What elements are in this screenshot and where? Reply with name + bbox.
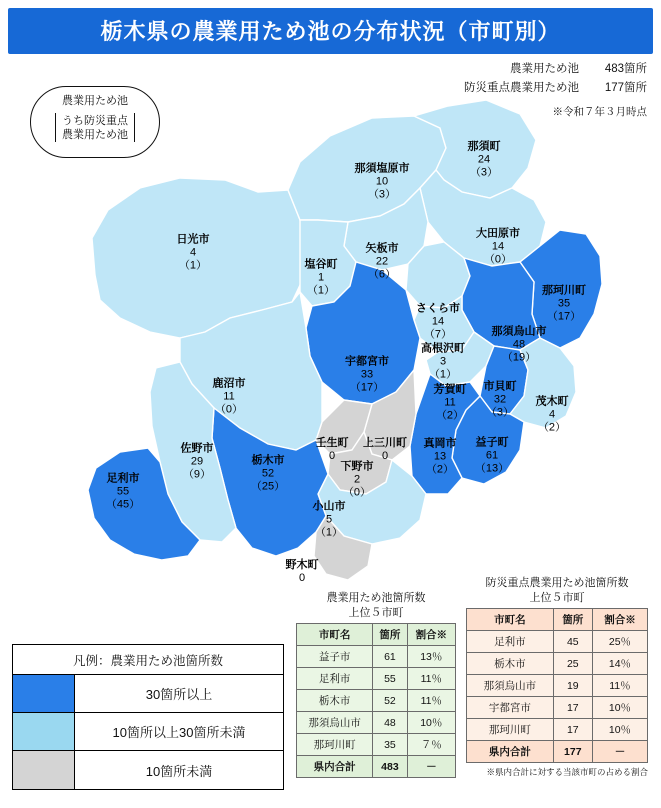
label-total: 48 (512, 338, 526, 351)
as-of-note: ※令和７年３月時点 (552, 105, 647, 118)
table-row (297, 690, 456, 712)
label-total: 29 (190, 455, 204, 468)
rank-total-title-line2: 上位５市町 (348, 606, 404, 619)
table-row (297, 646, 456, 668)
cell-total-count: 483 (373, 756, 407, 778)
col-name: 市町名 (467, 609, 554, 631)
cell-share: 10％ (592, 697, 647, 719)
label-priority: （1） (314, 526, 344, 539)
cell-count: 48 (373, 712, 407, 734)
label-name: 高根沢町 (421, 342, 465, 355)
cell-name: 栃木市 (297, 690, 373, 712)
cell-count: 17 (553, 719, 592, 741)
label-total: 55 (116, 485, 130, 498)
label-name: 茂木町 (535, 395, 569, 408)
label-name: 野木町 (285, 559, 319, 572)
label-priority: （0） (483, 253, 513, 266)
cell-total-share: － (592, 741, 647, 763)
key-line-priority-1: うち防災重点 (62, 114, 128, 127)
label-priority: （0） (342, 486, 372, 499)
label-total: 11 (223, 390, 235, 403)
cell-name: 益子市 (297, 646, 373, 668)
label-priority: （3） (485, 406, 515, 419)
label-total: 33 (360, 368, 374, 381)
label-name: 那珂川町 (542, 284, 586, 297)
cell-count: 45 (553, 631, 592, 653)
label-name: 栃木市 (251, 454, 285, 467)
table-header-row (467, 609, 648, 631)
col-count: 箇所 (373, 624, 407, 646)
table-row (297, 668, 456, 690)
table-row (297, 712, 456, 734)
col-name: 市町名 (297, 624, 373, 646)
label-name: 佐野市 (180, 442, 214, 455)
rank-table-priority (466, 576, 648, 778)
label-priority: （3） (367, 188, 397, 201)
cell-count: 55 (373, 668, 407, 690)
legend-swatch-low (13, 751, 75, 789)
cell-name: 足利市 (467, 631, 554, 653)
label-total: 22 (375, 255, 389, 268)
label-name: さくら市 (416, 302, 460, 315)
label-total: 24 (477, 153, 491, 166)
key-line-total: 農業用ため池 (62, 95, 128, 107)
label-priority: （45） (105, 498, 141, 511)
table-row (467, 653, 648, 675)
table-row (297, 734, 456, 756)
col-count: 箇所 (553, 609, 592, 631)
rank-total-title (296, 591, 456, 620)
label-priority: （3） (469, 166, 499, 179)
key-line-priority-2: 農業用ため池 (62, 129, 128, 142)
cell-name: 那珂川町 (467, 719, 554, 741)
label-total: 4 (189, 246, 197, 259)
label-total: 11 (444, 396, 456, 409)
cell-share: 10％ (407, 712, 455, 734)
table-row (467, 719, 648, 741)
label-name: 真岡市 (423, 437, 457, 450)
cell-share: 11％ (407, 690, 455, 712)
rank-table-total (296, 591, 456, 778)
label-priority: （1） (428, 368, 458, 381)
table-row (467, 697, 648, 719)
label-priority: （17） (349, 381, 385, 394)
cell-share: 10％ (592, 719, 647, 741)
label-name: 那須町 (467, 140, 501, 153)
label-total: 61 (485, 449, 499, 462)
share-footnote: ※県内合計に対する当該市町の占める割合 (486, 767, 648, 777)
label-name: 小山市 (312, 500, 346, 513)
cell-share: 13％ (407, 646, 455, 668)
label-total: 32 (493, 393, 507, 406)
map-legend (12, 644, 284, 790)
label-priority: （9） (182, 468, 212, 481)
prefecture-map (0, 70, 661, 590)
label-name: 那須塩原市 (354, 162, 410, 175)
cell-total-name: 県内合計 (467, 741, 554, 763)
legend-label-high: 30箇所以上 (145, 687, 213, 702)
rank-priority-title-line2: 上位５市町 (529, 591, 585, 604)
cell-share: ７％ (407, 734, 455, 756)
label-total: 13 (433, 450, 447, 463)
table-total-row (297, 756, 456, 778)
label-name: 市貝町 (483, 380, 517, 393)
label-priority: （25） (250, 480, 286, 493)
label-priority: （1） (178, 259, 208, 272)
cell-share: 25％ (592, 631, 647, 653)
label-name: 壬生町 (315, 437, 349, 450)
total-value: 483箇所 (604, 63, 647, 75)
label-name: 大田原市 (476, 227, 520, 240)
cell-total-count: 177 (553, 741, 592, 763)
page-title: 栃木県の農業用ため池の分布状況（市町別） (8, 8, 653, 54)
label-name: 那須烏山市 (491, 325, 547, 338)
legend-swatch-high (13, 675, 75, 712)
cell-name: 那須烏山市 (297, 712, 373, 734)
label-priority: （13） (474, 462, 510, 475)
cell-name: 那珂川町 (297, 734, 373, 756)
label-total: 4 (548, 408, 556, 421)
table-total-row (467, 741, 648, 763)
label-name: 上三川町 (363, 437, 407, 450)
label-name: 日光市 (176, 233, 210, 246)
label-name: 益子町 (475, 436, 509, 449)
cell-total-share: － (407, 756, 455, 778)
total-value: 177箇所 (604, 81, 647, 94)
label-priority: （2） (435, 409, 465, 422)
cell-total-name: 県内合計 (297, 756, 373, 778)
table-row (467, 675, 648, 697)
label-priority: （1） (306, 284, 336, 297)
label-total: 14 (431, 315, 445, 328)
cell-count: 17 (553, 697, 592, 719)
label-total: 5 (325, 513, 333, 526)
col-share: 割合※ (407, 624, 455, 646)
label-total: 0 (298, 572, 306, 584)
label-name: 芳賀町 (433, 383, 467, 396)
cell-count: 52 (373, 690, 407, 712)
label-name: 鹿沼市 (212, 377, 246, 390)
label-total: 0 (381, 450, 389, 462)
label-name: 足利市 (106, 472, 140, 485)
rank-priority-title-line1: 防災重点農業用ため池箇所数 (485, 577, 629, 590)
cell-name: 那須烏山市 (467, 675, 554, 697)
label-priority: （19） (501, 351, 537, 364)
label-name: 塩谷町 (304, 258, 338, 271)
cell-share: 14％ (592, 653, 647, 675)
label-priority: （0） (214, 403, 244, 416)
cell-count: 35 (373, 734, 407, 756)
label-priority: （17） (546, 310, 582, 323)
rank-total-title-line1: 農業用ため池箇所数 (326, 592, 426, 605)
cell-count: 25 (553, 653, 592, 675)
label-name: 宇都宮市 (345, 355, 389, 368)
label-priority: （6） (367, 268, 397, 281)
legend-label-low: 10箇所未満 (145, 763, 213, 779)
total-label: 防災重点農業用ため池 (464, 81, 579, 94)
legend-row (13, 713, 283, 751)
total-label: 農業用ため池 (510, 63, 579, 75)
label-total: 3 (439, 355, 447, 368)
label-total: 2 (353, 473, 361, 486)
label-priority: （2） (537, 421, 567, 434)
cell-count: 19 (553, 675, 592, 697)
label-name: 下野市 (340, 460, 374, 473)
col-share: 割合※ (592, 609, 647, 631)
cell-name: 宇都宮市 (467, 697, 554, 719)
rank-priority-title (466, 576, 648, 605)
label-name: 矢板市 (365, 242, 399, 255)
label-priority: （2） (425, 463, 455, 476)
legend-row (13, 675, 283, 713)
label-priority: （7） (423, 328, 453, 341)
cell-share: 11％ (592, 675, 647, 697)
label-total: 1 (317, 271, 325, 284)
legend-title: 凡例：農業用ため池箇所数 (13, 645, 283, 675)
cell-name: 栃木市 (467, 653, 554, 675)
table-header-row (297, 624, 456, 646)
cell-count: 61 (373, 646, 407, 668)
legend-row (13, 751, 283, 789)
legend-swatch-mid (13, 713, 75, 750)
label-total: 14 (491, 240, 505, 253)
label-total: 10 (375, 175, 389, 188)
cell-name: 足利市 (297, 668, 373, 690)
legend-label-mid: 10箇所以上30箇所未満 (112, 725, 246, 740)
label-total: 52 (261, 467, 275, 480)
label-total: 35 (557, 297, 571, 310)
cell-share: 11％ (407, 668, 455, 690)
table-row (467, 631, 648, 653)
label-total: 0 (328, 450, 336, 462)
